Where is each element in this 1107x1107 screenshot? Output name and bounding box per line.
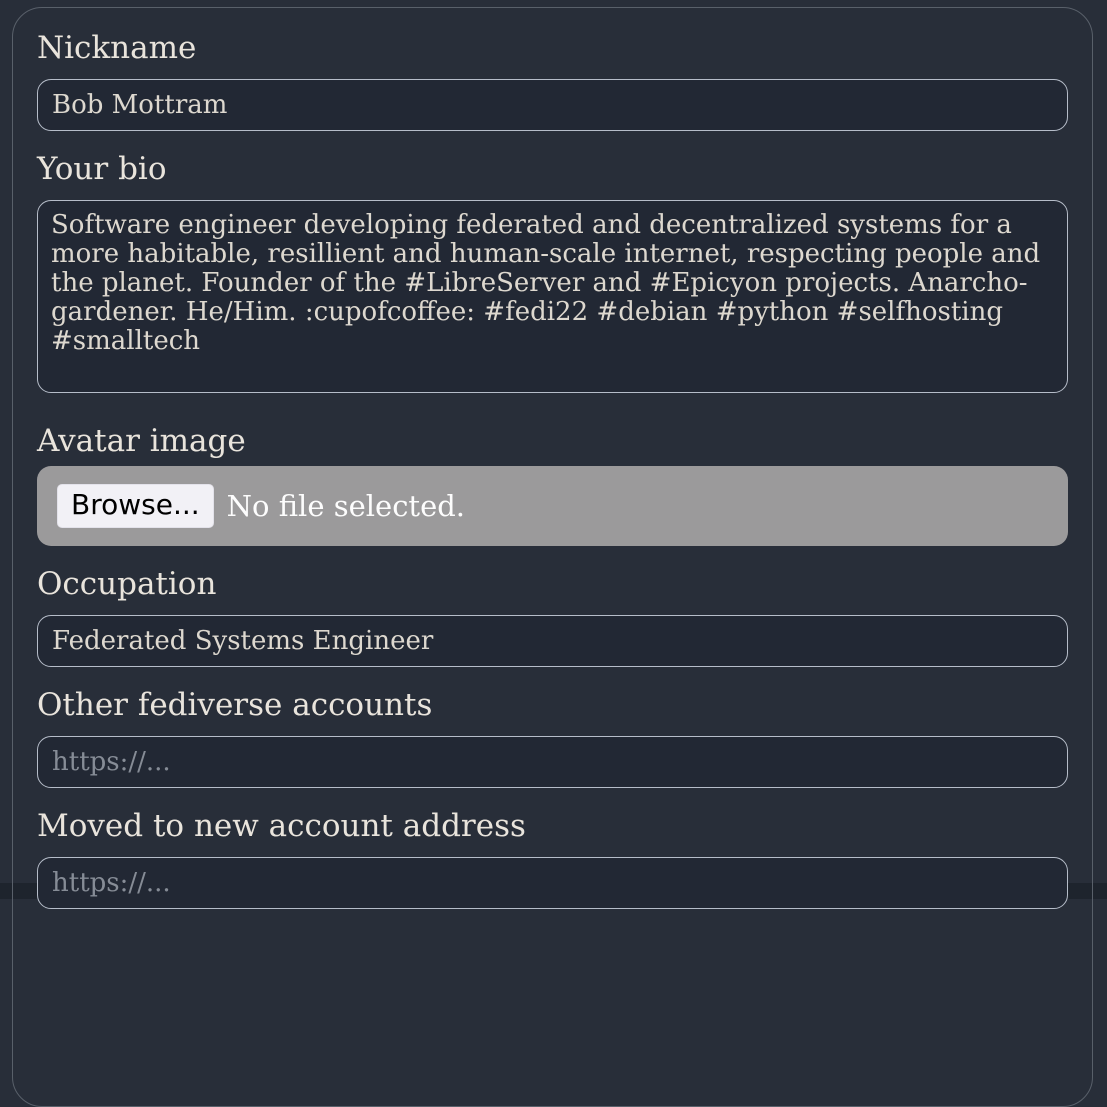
bio-label: Your bio [37,151,1068,187]
occupation-label: Occupation [37,566,1068,602]
avatar-file-input[interactable] [37,466,1068,546]
edit-profile-panel [12,7,1093,1107]
file-selected-status: No file selected. [227,489,465,523]
other-fediverse-accounts-label: Other fediverse accounts [37,687,1068,723]
nickname-input[interactable] [37,79,1068,131]
browse-button[interactable]: Browse... [57,484,214,528]
nickname-label: Nickname [37,30,1068,66]
avatar-image-label: Avatar image [37,423,1068,459]
moved-to-new-account-label: Moved to new account address [37,808,1068,844]
moved-to-new-account-input[interactable] [37,857,1068,909]
occupation-input[interactable] [37,615,1068,667]
other-fediverse-accounts-input[interactable] [37,736,1068,788]
bio-textarea[interactable] [37,200,1068,393]
